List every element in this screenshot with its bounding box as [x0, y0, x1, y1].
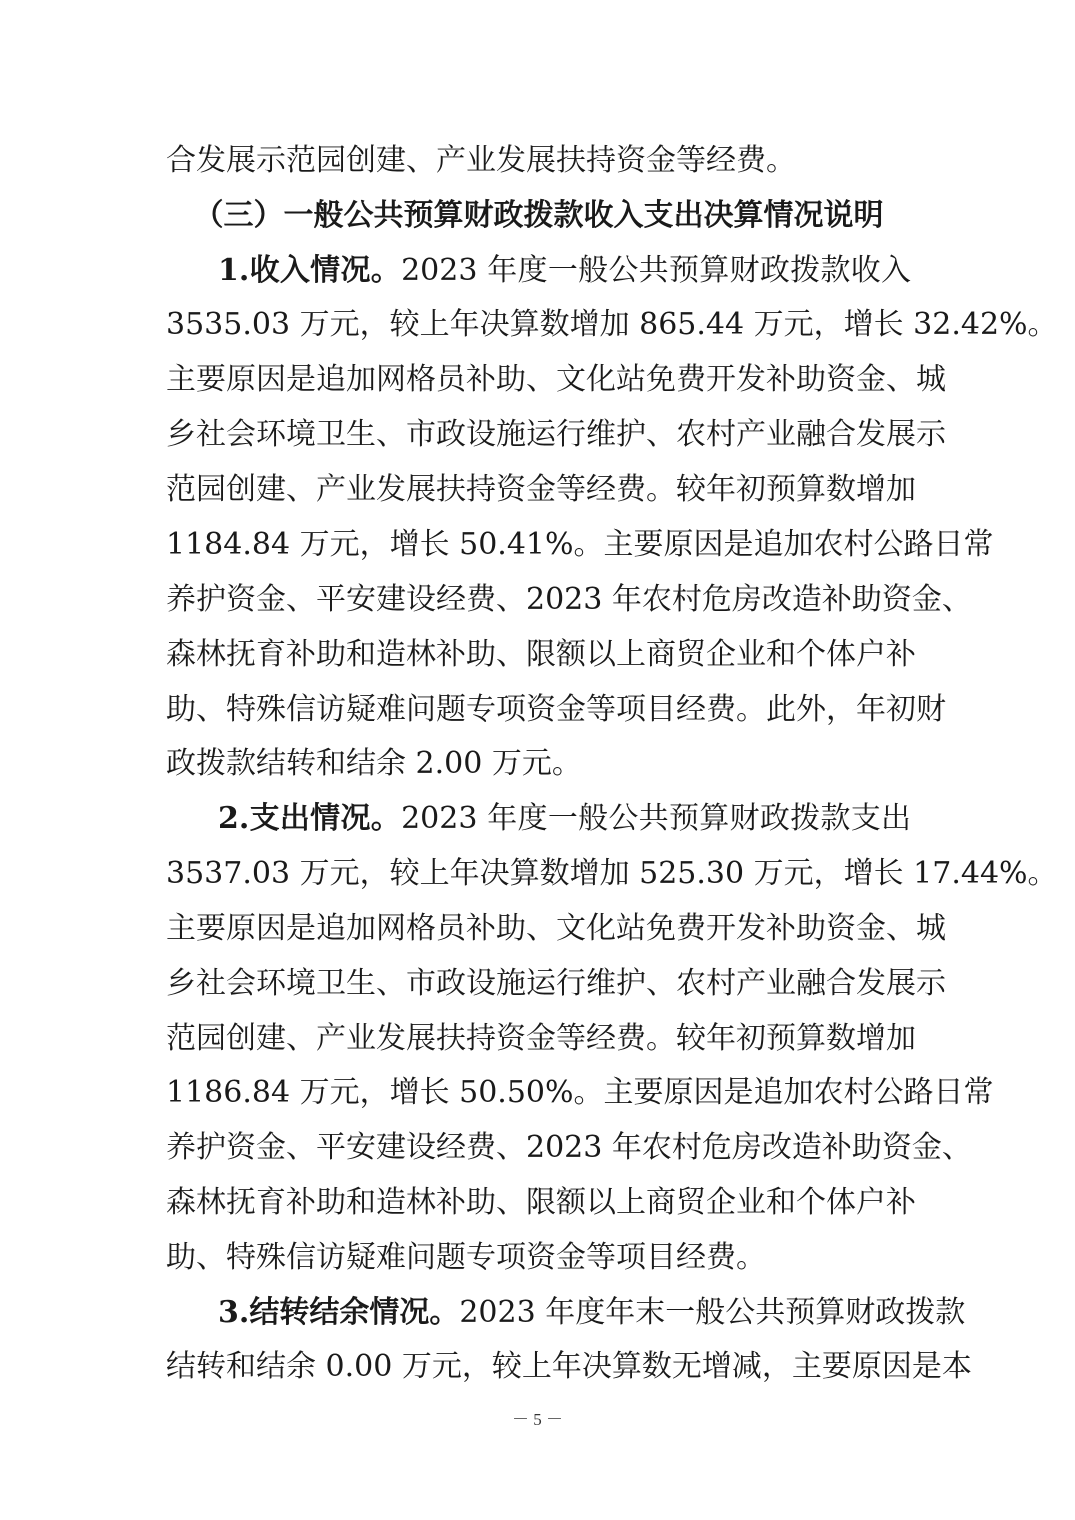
paragraph-lead: 3.结转结余情况。	[218, 1295, 460, 1330]
line-text: 3535.03 万元，较上年决算数增加 865.44 万元，增长 32.42%。	[166, 307, 1058, 342]
text-line	[166, 635, 916, 675]
text-line	[166, 1019, 916, 1059]
text-line	[166, 580, 972, 620]
line-text: 助、特殊信访疑难问题专项资金等项目经费。此外，年初财	[166, 692, 946, 727]
line-text: 森林抚育补助和造林补助、限额以上商贸企业和个体户补	[166, 1185, 916, 1220]
line-text: 乡社会环境卫生、市政设施运行维护、农村产业融合发展示	[166, 417, 946, 452]
paragraph-2-first-line	[218, 799, 911, 839]
text-line	[166, 1183, 916, 1223]
text-line	[166, 909, 946, 949]
text-line	[166, 690, 946, 730]
text-line	[166, 525, 994, 565]
text-line	[166, 1073, 994, 1113]
line-text: 主要原因是追加网格员补助、文化站免费开发补助资金、城	[166, 362, 946, 397]
text-line	[166, 305, 1058, 345]
line-text: 养护资金、平安建设经费、2023 年农村危房改造补助资金、	[166, 582, 972, 617]
text-line	[166, 1128, 972, 1168]
line-text: 结转和结余 0.00 万元，较上年决算数无增减，主要原因是本	[166, 1349, 972, 1384]
line-text: 养护资金、平安建设经费、2023 年农村危房改造补助资金、	[166, 1130, 972, 1165]
text-line	[166, 415, 946, 455]
line-text: 2023 年度一般公共预算财政拨款收入	[401, 253, 911, 288]
paragraph-lead: 2.支出情况。	[218, 801, 402, 836]
line-text: 2023 年度年末一般公共预算财政拨款	[459, 1295, 966, 1330]
text-line	[166, 360, 946, 400]
section-heading: （三）一般公共预算财政拨款收入支出决算情况说明	[193, 198, 884, 233]
text-line	[166, 1347, 972, 1387]
line-text: 2023 年度一般公共预算财政拨款支出	[401, 801, 911, 836]
line-text: 3537.03 万元，较上年决算数增加 525.30 万元，增长 17.44%。	[166, 856, 1058, 891]
line-text: 助、特殊信访疑难问题专项资金等项目经费。	[166, 1240, 766, 1275]
line-text: 范园创建、产业发展扶持资金等经费。较年初预算数增加	[166, 1021, 916, 1056]
text-line	[166, 470, 916, 510]
text-line	[166, 141, 911, 181]
line-text: 1184.84 万元，增长 50.41%。主要原因是追加农村公路日常	[166, 527, 994, 562]
paragraph-1-first-line	[218, 251, 911, 291]
text-line	[166, 854, 1058, 894]
text-line	[166, 964, 946, 1004]
page-number: － 5 －	[512, 1410, 563, 1429]
line-text: 主要原因是追加网格员补助、文化站免费开发补助资金、城	[166, 911, 946, 946]
line-text: 范园创建、产业发展扶持资金等经费。较年初预算数增加	[166, 472, 916, 507]
line-text: 合发展示范园创建、产业发展扶持资金等经费。	[166, 143, 796, 178]
text-line	[166, 744, 911, 784]
text-line	[166, 1238, 911, 1278]
line-text: 1186.84 万元，增长 50.50%。主要原因是追加农村公路日常	[166, 1075, 994, 1110]
line-text: 乡社会环境卫生、市政设施运行维护、农村产业融合发展示	[166, 966, 946, 1001]
paragraph-lead: 1.收入情况。	[218, 253, 402, 288]
paragraph-3-first-line	[218, 1293, 966, 1333]
line-text: 森林抚育补助和造林补助、限额以上商贸企业和个体户补	[166, 637, 916, 672]
line-text: 政拨款结转和结余 2.00 万元。	[166, 746, 582, 781]
